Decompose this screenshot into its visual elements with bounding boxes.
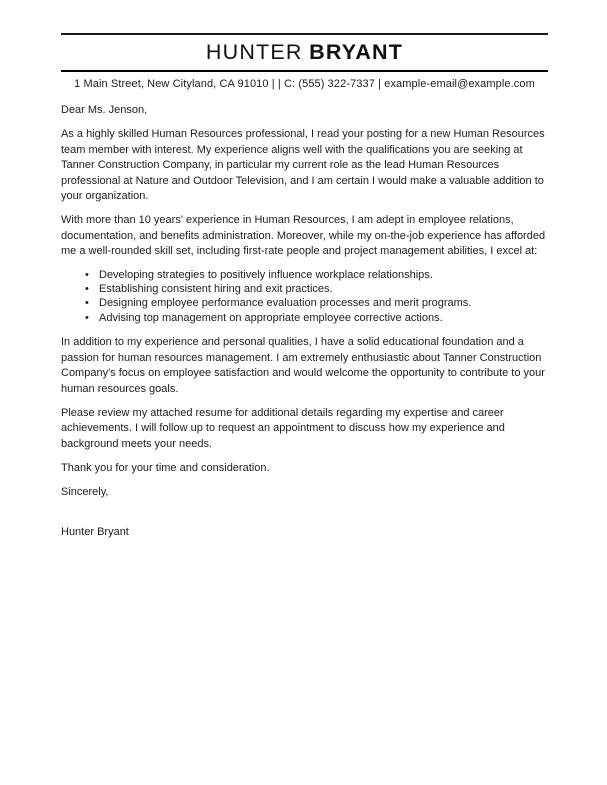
contact-line: 1 Main Street, New Cityland, CA 91010 | | C: (555) 322-7337 | example-email@example.com — [74, 78, 535, 90]
salutation: Dear Ms. Jenson, — [61, 104, 148, 116]
closing: Sincerely, — [61, 485, 109, 498]
paragraph-experience: With more than 10 years' experience in Human Resources, I am adept in employee relations, documentation, and benefits administration. Moreover, while my on-the-job experience has afforded me a well-rounded skill set, including first-rate people and project management abilities, I excel at: — [61, 214, 546, 257]
letterhead-bottom-rule — [61, 70, 548, 73]
skills-list-item: • Developing strategies to positively influence workplace relationships. — [85, 268, 559, 282]
paragraph-education: In addition to my experience and personal qualities, I have a solid educational foundation and a passion for human resources management. I am extremely enthusiastic about Tanner Construction Company's focus on employee satisfaction and would welcome the opportunity to contribute to your human resources goals. — [61, 336, 545, 395]
skills-list — [61, 268, 559, 325]
skills-list-item: • Designing employee performance evaluation processes and merit programs. — [85, 296, 559, 310]
signature-name: Hunter Bryant — [61, 526, 129, 539]
skills-list-item: • Establishing consistent hiring and exit practices. — [85, 282, 559, 296]
paragraph-follow-up: Please review my attached resume for additional details regarding my expertise and career achievements. I will follow up to request an appointment to discuss how my experience and background meets your needs. — [61, 406, 505, 450]
candidate-first-name: HUNTER — [205, 39, 303, 64]
candidate-name — [61, 35, 548, 70]
thanks-line: Thank you for your time and consideration. — [61, 461, 270, 474]
skills-list-item: • Advising top management on appropriate employee corrective actions. — [85, 311, 559, 325]
paragraph-intro: As a highly skilled Human Resources professional, I read your posting for a new Human Resources team member with interest. My experience aligns well with the qualifications you are seeking at Tanner Construction Company, in particular my current role as the lead Human Resources professional at Nature and Outdoor Television, and I am certain I would make a valuable addition to your organization. — [61, 128, 545, 202]
letterhead — [61, 33, 548, 91]
letter-body — [61, 103, 559, 541]
candidate-last-name: BRYANT — [309, 39, 404, 64]
